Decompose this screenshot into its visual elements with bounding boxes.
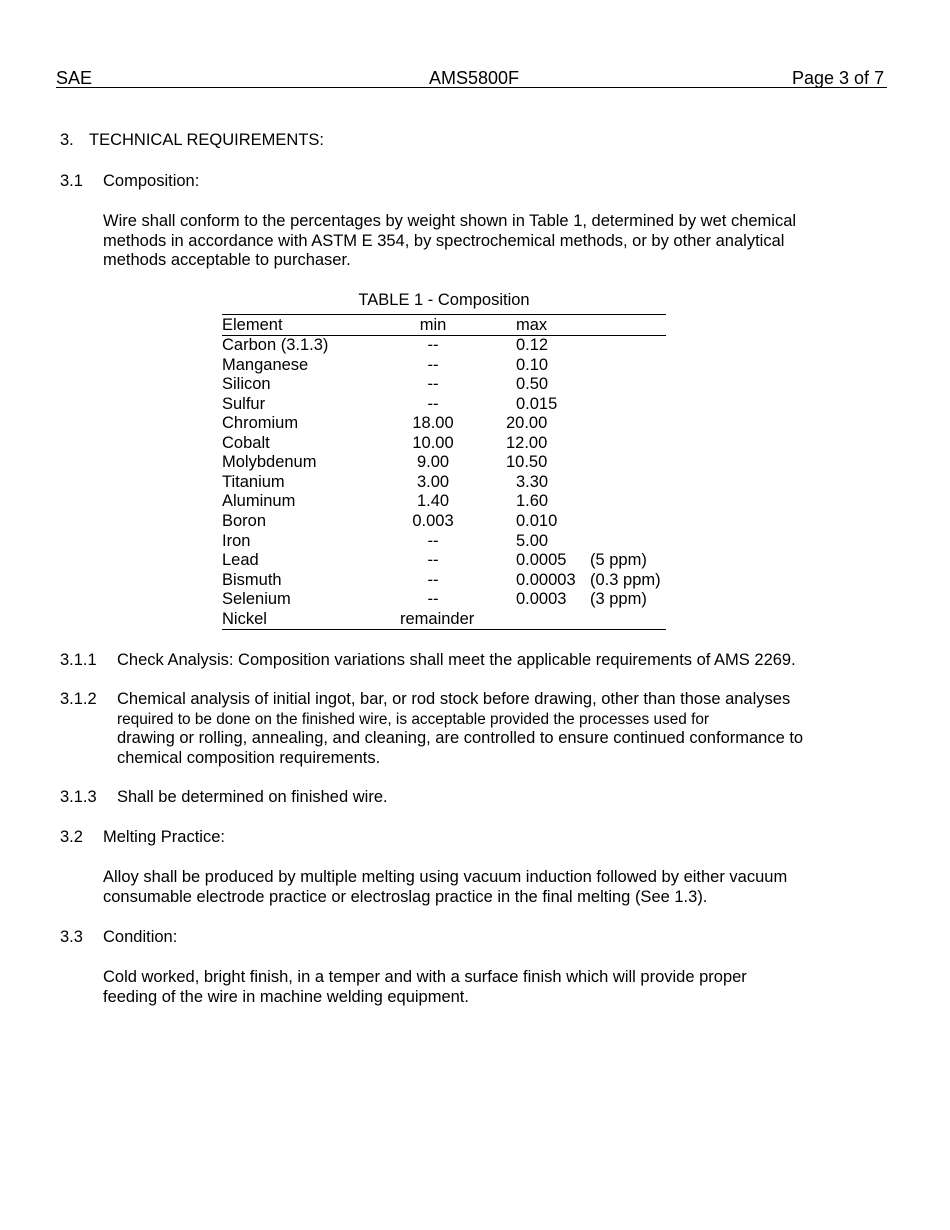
section-3-1-2-line: drawing or rolling, annealing, and cleaning, are controlled to ensure continued conformance to xyxy=(117,729,804,748)
table-cell-max: 1.60 xyxy=(516,492,549,511)
section-3-1-2-line: Chemical analysis of initial ingot, bar, or rod stock before drawing, other than those analyses xyxy=(117,690,791,708)
table-cell-element: Lead xyxy=(222,551,259,570)
table-header-element: Element xyxy=(222,316,283,334)
header-doc-number: AMS5800F xyxy=(429,68,520,88)
section-3-1-2-line: chemical composition requirements. xyxy=(117,748,381,767)
table-cell-element: Titanium xyxy=(222,472,285,491)
section-3-1-1-text: Check Analysis: Composition variations shall meet the applicable requirements of AMS 2269. xyxy=(117,651,796,669)
table-cell-ppm: (5 ppm) xyxy=(590,551,647,570)
table-cell-element: Selenium xyxy=(222,590,291,609)
table-cell-min: -- xyxy=(427,570,439,589)
section-3-3-para-line: Cold worked, bright finish, in a temper and with a surface finish which will provide proper xyxy=(103,968,747,986)
section-3-title: TECHNICAL REQUIREMENTS: xyxy=(89,131,324,149)
table-cell-min: remainder xyxy=(400,609,475,628)
table-cell-min: -- xyxy=(427,590,439,609)
table-cell-element: Aluminum xyxy=(222,492,296,511)
table-cell-ppm: (3 ppm) xyxy=(590,590,647,609)
table-cell-max: 0.0005 xyxy=(516,551,567,570)
section-3-2-para-line: Alloy shall be produced by multiple melting using vacuum induction followed by either vacuum xyxy=(103,868,788,886)
table-cell-max: 0.10 xyxy=(516,355,549,374)
table-cell-max: 0.12 xyxy=(516,336,549,354)
section-3-1-number: 3.1 xyxy=(60,172,83,190)
table-title: TABLE 1 - Composition xyxy=(358,291,530,309)
table-cell-element: Nickel xyxy=(222,609,267,628)
section-3-2-number: 3.2 xyxy=(60,828,83,846)
section-3-2-title: Melting Practice: xyxy=(103,828,225,846)
table-cell-element: Sulfur xyxy=(222,394,266,413)
table-cell-min: -- xyxy=(427,394,439,413)
table-cell-element: Cobalt xyxy=(222,433,270,452)
table-cell-min: 3.00 xyxy=(416,472,450,491)
table-cell-max: 0.0003 xyxy=(516,590,567,609)
table-cell-element: Chromium xyxy=(222,414,299,433)
table-cell-element: Manganese xyxy=(222,355,309,374)
table-cell-max: 0.010 xyxy=(516,511,558,530)
table-header-min: min xyxy=(419,316,447,334)
section-3-number: 3. xyxy=(60,131,74,149)
section-3-1-2-line: required to be done on the finished wire, is acceptable provided the processes used for xyxy=(117,710,710,728)
header-org: SAE xyxy=(56,68,93,88)
table-cell-max: 0.00003 xyxy=(516,570,576,589)
table-cell-element: Iron xyxy=(222,531,251,550)
section-3-1-2-number: 3.1.2 xyxy=(60,690,97,708)
section-3-1-para-line: Wire shall conform to the percentages by weight shown in Table 1, determined by wet chemical xyxy=(103,212,797,230)
table-cell-max: 5.00 xyxy=(516,531,549,550)
table-cell-min: -- xyxy=(427,551,439,570)
section-3-1-para-line: methods in accordance with ASTM E 354, by spectrochemical methods, or by other analytical xyxy=(103,231,785,250)
table-cell-min: 1.40 xyxy=(416,492,450,511)
table-top-rule xyxy=(222,314,666,315)
table-cell-min: -- xyxy=(427,355,439,374)
table-cell-min: 0.003 xyxy=(412,511,454,530)
table-cell-element: Molybdenum xyxy=(222,453,317,472)
table-cell-min: -- xyxy=(427,531,439,550)
table-cell-min: 10.00 xyxy=(412,433,454,452)
table-cell-min: 9.00 xyxy=(416,453,450,472)
table-cell-max: 0.50 xyxy=(516,375,549,394)
section-3-1-3-number: 3.1.3 xyxy=(60,788,97,806)
table-cell-max: 20.00 xyxy=(506,414,548,433)
table-cell-max: 0.015 xyxy=(516,394,558,413)
table-cell-min: -- xyxy=(427,375,439,394)
section-3-3-title: Condition: xyxy=(103,928,178,946)
table-cell-max: 10.50 xyxy=(506,453,548,472)
section-3-1-title: Composition: xyxy=(103,172,200,190)
section-3-1-3-text: Shall be determined on finished wire. xyxy=(117,788,388,806)
table-cell-min: -- xyxy=(427,336,439,354)
table-cell-ppm: (0.3 ppm) xyxy=(590,570,661,589)
section-3-3-para-line: feeding of the wire in machine welding equipment. xyxy=(103,987,469,1006)
table-bottom-rule xyxy=(222,629,666,630)
header-rule xyxy=(56,87,887,88)
section-3-3-number: 3.3 xyxy=(60,928,83,946)
table-cell-element: Carbon (3.1.3) xyxy=(222,336,329,354)
table-cell-element: Silicon xyxy=(222,375,271,394)
header-page-number: Page 3 of 7 xyxy=(792,68,885,88)
section-3-2-para-line: consumable electrode practice or electroslag practice in the final melting (See 1.3). xyxy=(103,887,708,906)
section-3-1-1-number: 3.1.1 xyxy=(60,651,97,669)
table-cell-element: Bismuth xyxy=(222,570,282,589)
table-cell-min: 18.00 xyxy=(412,414,454,433)
table-cell-max: 3.30 xyxy=(516,472,549,491)
table-header-max: max xyxy=(516,316,548,334)
table-cell-max: 12.00 xyxy=(506,433,548,452)
section-3-1-para-line: methods acceptable to purchaser. xyxy=(103,251,351,270)
table-cell-element: Boron xyxy=(222,511,267,530)
